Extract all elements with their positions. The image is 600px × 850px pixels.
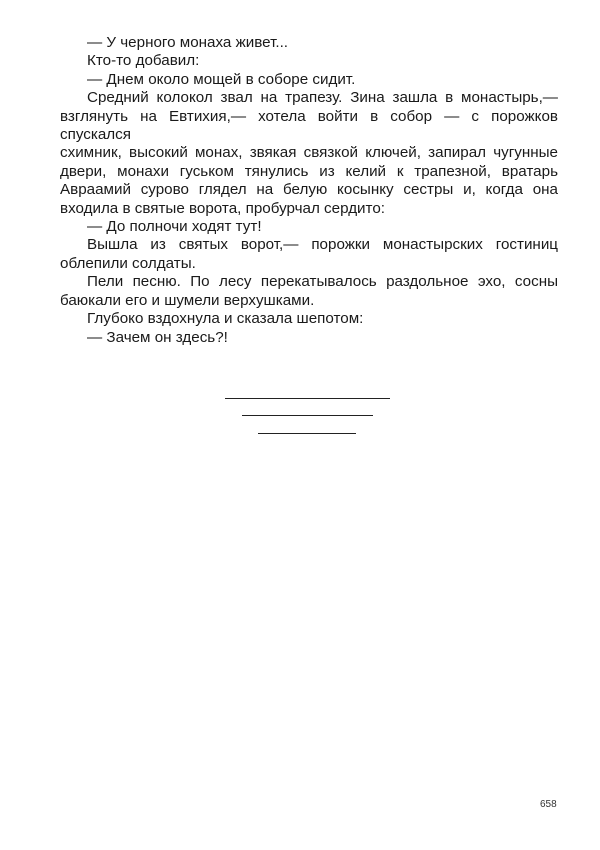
- text-line: — До полночи ходят тут!: [87, 218, 262, 236]
- paragraph: [60, 71, 558, 89]
- paragraph: [60, 236, 558, 273]
- paragraph: [60, 218, 558, 236]
- separator-line: [225, 398, 390, 399]
- text-line: Кто-то добавил:: [87, 52, 200, 70]
- text-line: входила в святые ворота, пробурчал сердито:: [60, 199, 385, 217]
- text-line: схимник, высокий монах, звякая связкой ключей, запирал чугунные: [60, 144, 558, 162]
- text-line: баюкали его и шумели верхушками.: [60, 291, 315, 309]
- text-line: — У черного монаха живет...: [87, 34, 289, 51]
- text-line: Авраамий сурово глядел на белую косынку сестры и, когда она: [60, 181, 558, 199]
- text-line: Глубоко вздохнула и сказала шепотом:: [87, 310, 364, 328]
- paragraph: [60, 52, 558, 70]
- separator-line: [242, 415, 373, 416]
- text-line: облепили солдаты.: [60, 254, 196, 272]
- text-line: двери, монахи гуськом тянулись из келий к трапезной, вратарь: [60, 162, 558, 180]
- text-line: — Зачем он здесь?!: [87, 328, 228, 346]
- text-line: Средний колокол звал на трапезу. Зина зашла в монастырь,—: [87, 89, 558, 107]
- text-line: Пели песню. По лесу перекатывалось раздольное эхо, сосны: [87, 273, 558, 291]
- paragraph: [60, 273, 558, 310]
- text-line: — Днем около мощей в соборе сидит.: [87, 70, 356, 88]
- separator-line: [258, 433, 356, 434]
- paragraph: [60, 34, 558, 52]
- paragraph: [60, 89, 558, 218]
- page-number: 658: [540, 799, 557, 810]
- paragraph: [60, 310, 558, 328]
- text-line: Вышла из святых ворот,— порожки монастырских гостиниц: [87, 236, 558, 254]
- paragraph: [60, 329, 558, 347]
- text-line: взглянуть на Евтихия,— хотела войти в собор — с порожков спускался: [60, 107, 558, 144]
- body-text: [60, 34, 558, 347]
